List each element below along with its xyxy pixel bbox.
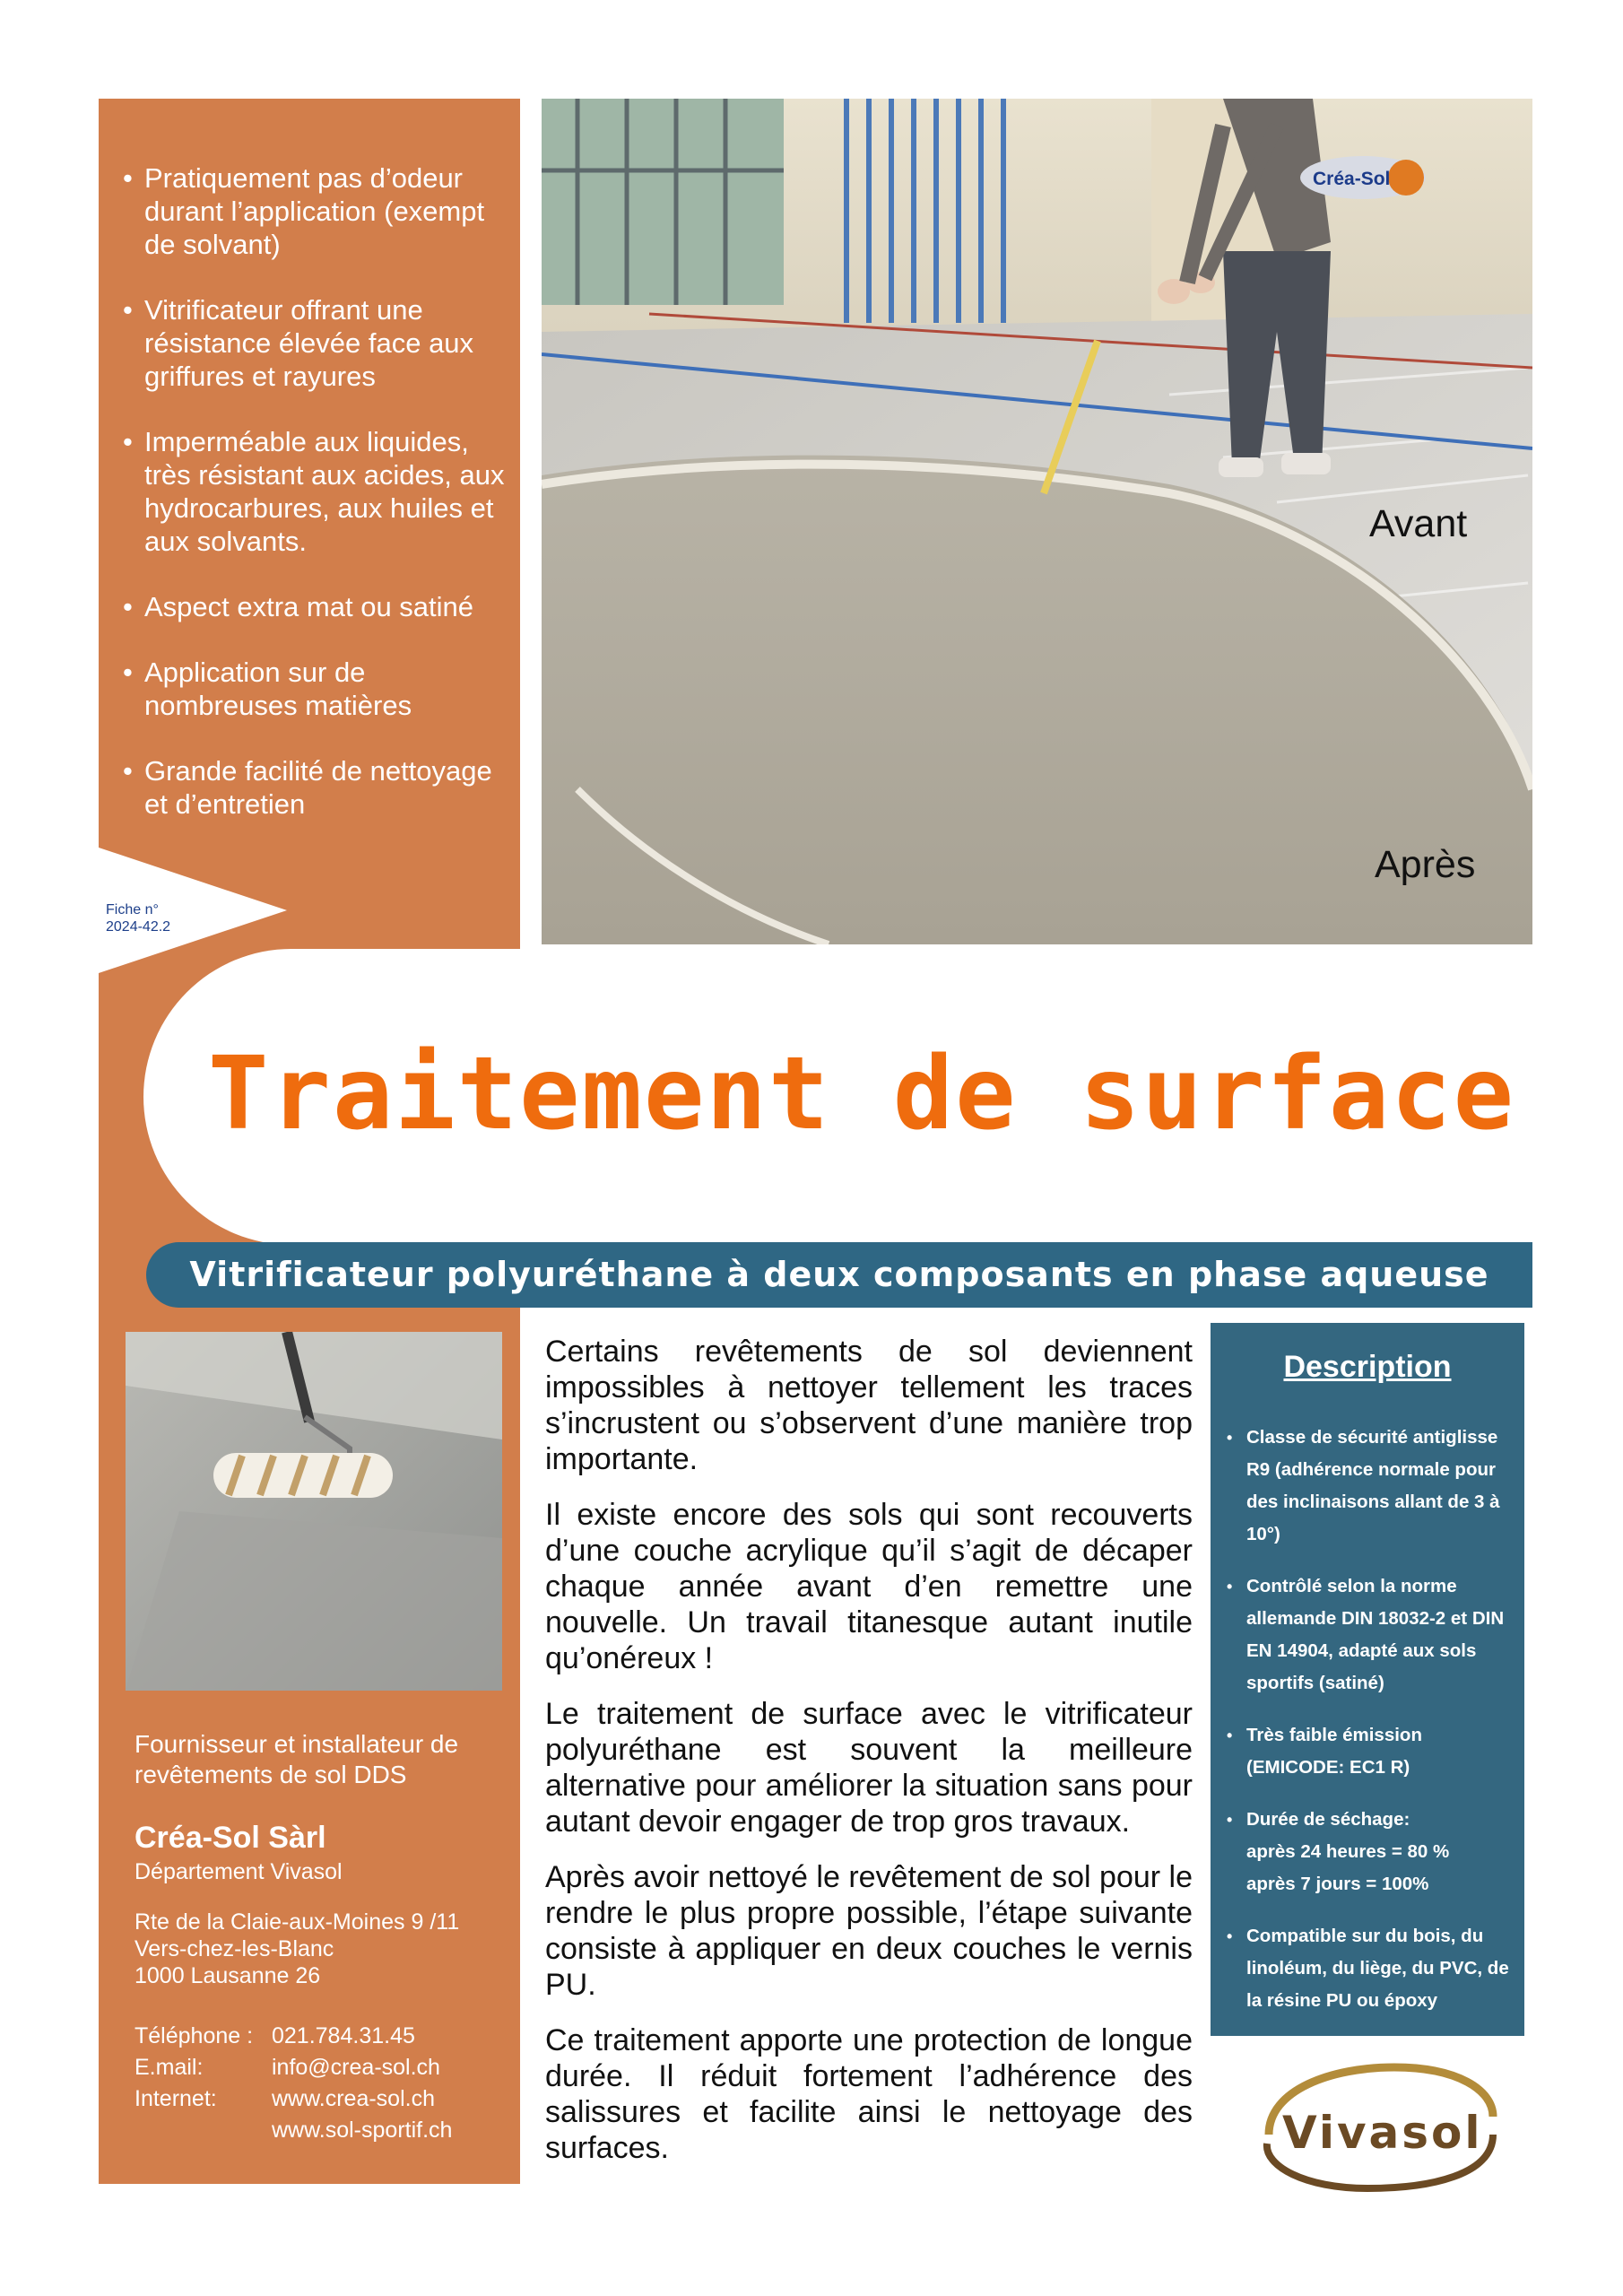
- fiche-label: Fiche n°: [106, 902, 159, 918]
- body-text: [545, 1334, 1193, 2186]
- supplier-description: Fournisseur et installateur de revêtements de sol DDS: [135, 1730, 459, 1788]
- company-name: Créa-Sol Sàrl: [135, 1821, 326, 1855]
- description-item: [1227, 1422, 1512, 1551]
- body-paragraph: Après avoir nettoyé le revêtement de sol pour le rendre le plus propre possible, l’étape suivante consiste à appliquer en deux couches le vernis PU.: [545, 1860, 1193, 2002]
- description-text: • Compatible sur du bois, du linoléum, du liège, du PVC, de la résine PU ou époxy: [1246, 1926, 1509, 2011]
- description-text: • Très faible émission (EMICODE: EC1 R): [1246, 1725, 1422, 1778]
- contact-label: E.mail:: [135, 2055, 204, 2080]
- vivasol-logo: [1251, 2054, 1502, 2197]
- benefit-item: • Pratiquement pas d’odeur durant l’application (exempt de solvant): [121, 161, 516, 261]
- body-paragraph: Certains revêtements de sol deviennent impossibles à nettoyer tellement les traces s’incrustent ou s’observent d’une manière trop importante.: [545, 1335, 1193, 1476]
- benefit-item: • Vitrificateur offrant une résistance élevée face aux griffures et rayures: [121, 293, 516, 393]
- description-item: [1227, 1570, 1512, 1700]
- description-title: Description: [1283, 1350, 1452, 1384]
- website-link[interactable]: www.crea-sol.ch: [272, 2086, 435, 2111]
- page-subtitle: Vitrificateur polyuréthane à deux composants en phase aqueuse: [189, 1255, 1489, 1294]
- fiche-number: [106, 901, 170, 935]
- page-title: Traitement de surface: [208, 1036, 1516, 1152]
- contact-label: [135, 2115, 272, 2146]
- description-text: après 24 heures = 80 %: [1246, 1841, 1450, 1862]
- contact-row-email: [135, 2052, 452, 2083]
- description-text: • Contrôlé selon la norme allemande DIN 18032-2 et DIN EN 14904, adapté aux sols sportifs (satiné): [1246, 1576, 1505, 1693]
- phone-number[interactable]: 021.784.31.45: [272, 2023, 415, 2048]
- contact-row-website: [135, 2083, 452, 2115]
- description-text: • Durée de séchage:: [1246, 1809, 1410, 1830]
- fiche-code: 2024-42.2: [106, 919, 171, 935]
- contact-label: Internet:: [135, 2086, 217, 2111]
- address-line: Rte de la Claie-aux-Moines 9 /11: [135, 1909, 460, 1935]
- roller-photo: [126, 1332, 502, 1691]
- company-department: Département Vivasol: [135, 1859, 343, 1884]
- contact-row-phone: [135, 2021, 452, 2052]
- website-link[interactable]: www.sol-sportif.ch: [272, 2118, 453, 2143]
- benefit-item: • Grande facilité de nettoyage et d’entretien: [121, 754, 516, 821]
- vivasol-logo-text: Vivasol: [1282, 2107, 1483, 2159]
- benefit-item: • Application sur de nombreuses matières: [121, 656, 516, 722]
- crea-sol-logo-text: Créa-Sol: [1313, 169, 1391, 189]
- description-text: après 7 jours = 100%: [1246, 1874, 1429, 1894]
- crea-sol-logo: [1298, 154, 1428, 201]
- body-paragraph: Le traitement de surface avec le vitrificateur polyuréthane est souvent la meilleure alternative pour améliorer la situation sans pour autant devoir engager de trop gros travaux.: [545, 1697, 1193, 1839]
- description-list: [1227, 1422, 1512, 2037]
- address-line: 1000 Lausanne 26: [135, 1963, 321, 1988]
- benefit-item: • Aspect extra mat ou satiné: [121, 590, 516, 623]
- description-item: [1227, 1920, 1512, 2017]
- benefits-list: [121, 161, 516, 853]
- address-line: Vers-chez-les-Blanc: [135, 1936, 334, 1961]
- description-item: [1227, 1719, 1512, 1784]
- contact-label: Téléphone :: [135, 2023, 254, 2048]
- description-item: [1227, 1804, 1512, 1900]
- contact-details: [135, 2021, 452, 2146]
- benefit-item: • Imperméable aux liquides, très résistant aux acides, aux hydrocarbures, aux huiles et aux solvants.: [121, 425, 516, 558]
- contact-row-website-2: [135, 2115, 452, 2146]
- email-link[interactable]: info@crea-sol.ch: [272, 2055, 440, 2080]
- after-label: Après: [1375, 843, 1476, 886]
- description-box: [1211, 1323, 1524, 2036]
- company-address: [135, 1909, 459, 1989]
- before-label: Avant: [1369, 502, 1468, 545]
- body-paragraph: Ce traitement apporte une protection de longue durée. Il réduit fortement l’adhérence des salissures et facilite ainsi le nettoyage des surfaces.: [545, 2023, 1193, 2165]
- description-text: • Classe de sécurité antiglisse R9 (adhérence normale pour des inclinaisons allant de 3 à 10°): [1246, 1427, 1500, 1544]
- body-paragraph: Il existe encore des sols qui sont recouverts d’une couche acrylique qu’il s’agit de décaper chaque année avant d’en remettre une nouvelle. Un travail titanesque autant inutile qu’onéreux !: [545, 1498, 1193, 1675]
